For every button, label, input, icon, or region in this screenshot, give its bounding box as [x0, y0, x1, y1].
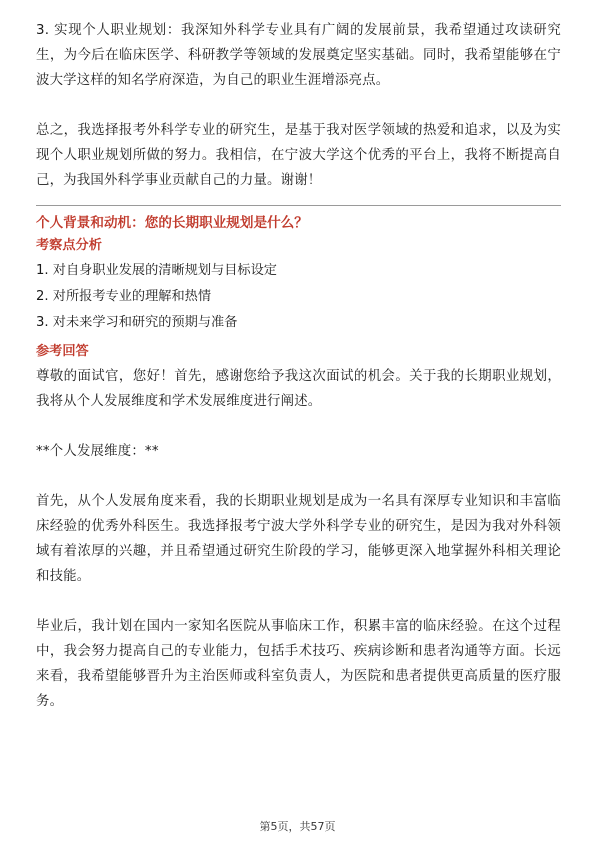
analysis-point: 1. 对自身职业发展的清晰规划与目标设定 — [36, 263, 277, 278]
answer-subheading: **个人发展维度：** — [36, 444, 159, 459]
intro-paragraph: 3. 实现个人职业规划：我深知外科学专业具有广阔的发展前景，我希望通过攻读研究生，为今后在临床医学、科研教学等领域的发展奠定坚实基础。同时，我希望能够在宁波大学这样的知名学府深造，为自己的职业生涯增添亮点。 — [36, 23, 561, 88]
spacer — [36, 93, 561, 118]
analysis-point: 2. 对所报考专业的理解和热情 — [36, 289, 212, 304]
analysis-heading: 考察点分析 — [36, 238, 102, 253]
spacer — [36, 414, 561, 439]
intro-paragraph: 总之，我选择报考外科学专业的研究生，是基于我对医学领域的热爱和追求，以及为实现个人职业规划所做的努力。我相信，在宁波大学这个优秀的平台上，我将不断提高自己，为我国外科学事业贡献自己的力量。谢谢！ — [36, 123, 561, 188]
spacer — [36, 464, 561, 489]
answer-paragraph: 首先，从个人发展角度来看，我的长期职业规划是成为一名具有深厚专业知识和丰富临床经验的优秀外科医生。我选择报考宁波大学外科学专业的研究生，是因为我对外科领域有着浓厚的兴趣，并且希望通过研究生阶段的学习，能够更深入地掌握外科相关理论和技能。 — [36, 494, 561, 584]
analysis-point: 3. 对未来学习和研究的预期与准备 — [36, 315, 238, 330]
document-page — [36, 18, 561, 714]
page-number: 第5页，共57页 — [259, 820, 336, 833]
answer-paragraph: 毕业后，我计划在国内一家知名医院从事临床工作，积累丰富的临床经验。在这个过程中，我会努力提高自己的专业能力，包括手术技巧、疾病诊断和患者沟通等方面。长远来看，我希望能够晋升为主治医师或科室负责人，为医院和患者提供更高质量的医疗服务。 — [36, 619, 561, 709]
spacer — [36, 589, 561, 614]
question-title: 个人背景和动机：您的长期职业规划是什么？ — [36, 215, 308, 231]
section-divider — [36, 205, 561, 206]
answer-heading: 参考回答 — [36, 344, 89, 359]
answer-paragraph: 尊敬的面试官，您好！首先，感谢您给予我这次面试的机会。关于我的长期职业规划，我将从个人发展维度和学术发展维度进行阐述。 — [36, 369, 561, 409]
